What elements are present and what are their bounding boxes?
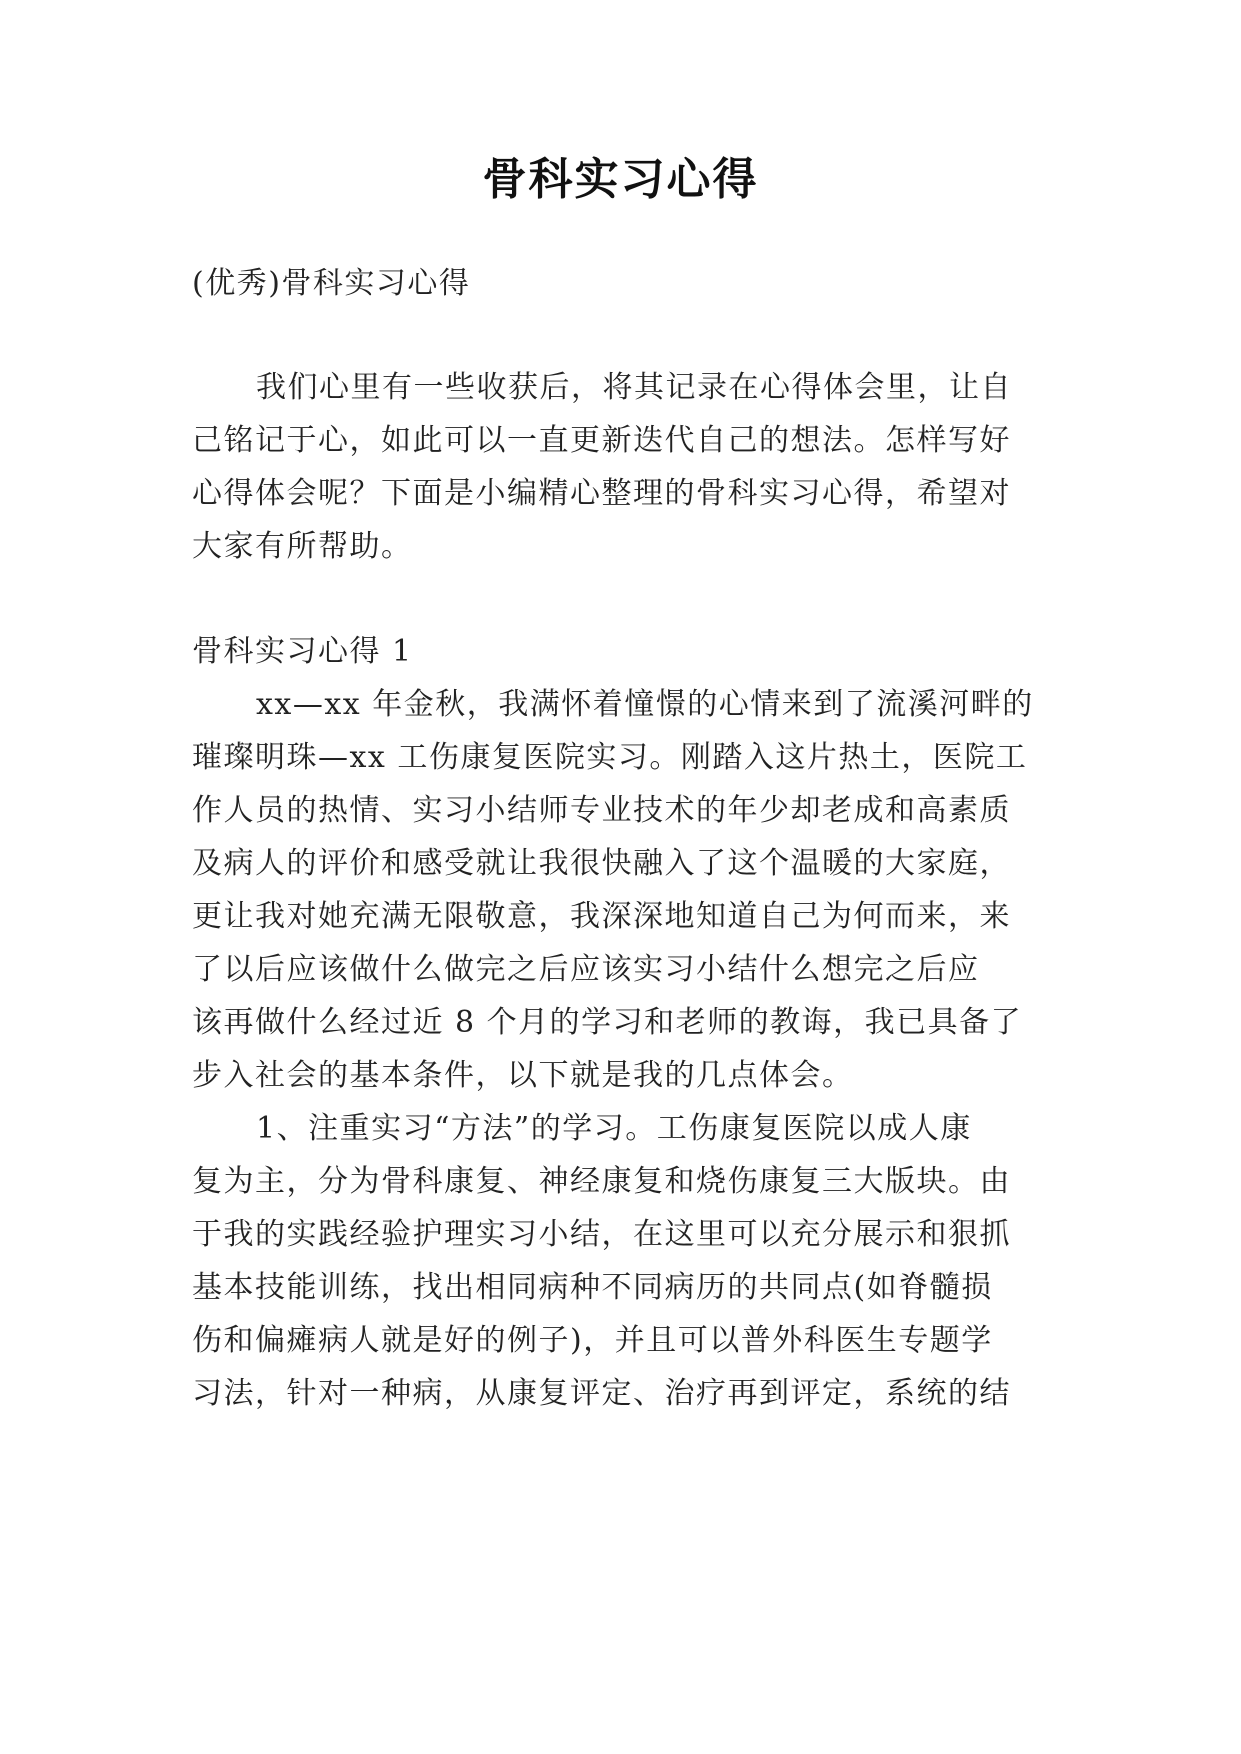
document-subtitle: (优秀)骨科实习心得: [192, 266, 471, 301]
paragraph-line: 1、注重实习“方法”的学习。工伤康复医院以成人康: [256, 1111, 972, 1146]
paragraph-line: 于我的实践经验护理实习小结，在这里可以充分展示和狠抓: [192, 1217, 1011, 1252]
paragraph-line: 复为主，分为骨科康复、神经康复和烧伤康复三大版块。由: [192, 1164, 1011, 1199]
paragraph-line: 基本技能训练，找出相同病种不同病历的共同点(如脊髓损: [192, 1270, 993, 1305]
paragraph-line: 伤和偏瘫病人就是好的例子)，并且可以普外科医生专题学: [192, 1323, 993, 1358]
paragraph-line: 及病人的评价和感受就让我很快融入了这个温暖的大家庭，: [192, 846, 1011, 881]
paragraph-line: 了以后应该做什么做完之后应该实习小结什么想完之后应: [192, 952, 980, 987]
paragraph-line: 步入社会的基本条件，以下就是我的几点体会。: [192, 1058, 854, 1093]
paragraph-line: 该再做什么经过近 8 个月的学习和老师的教诲，我已具备了: [192, 1005, 1023, 1040]
paragraph-line: 璀璨明珠—xx 工伤康复医院实习。刚踏入这片热土，医院工: [192, 740, 1028, 775]
intro-line: 大家有所帮助。: [192, 529, 413, 564]
section-heading: 骨科实习心得 1: [192, 634, 413, 669]
paragraph-line: 习法，针对一种病，从康复评定、治疗再到评定，系统的结: [192, 1376, 1011, 1411]
intro-line: 己铭记于心，如此可以一直更新迭代自己的想法。怎样写好: [192, 423, 1011, 458]
intro-line: 我们心里有一些收获后，将其记录在心得体会里，让自: [256, 370, 1012, 405]
document-title: 骨科实习心得: [482, 154, 759, 205]
intro-line: 心得体会呢？下面是小编精心整理的骨科实习心得，希望对: [192, 476, 1011, 511]
paragraph-line: 作人员的热情、实习小结师专业技术的年少却老成和高素质: [192, 793, 1011, 828]
paragraph-line: 更让我对她充满无限敬意，我深深地知道自己为何而来，来: [192, 899, 1011, 934]
paragraph-line: xx—xx 年金秋，我满怀着憧憬的心情来到了流溪河畔的: [256, 687, 1034, 722]
